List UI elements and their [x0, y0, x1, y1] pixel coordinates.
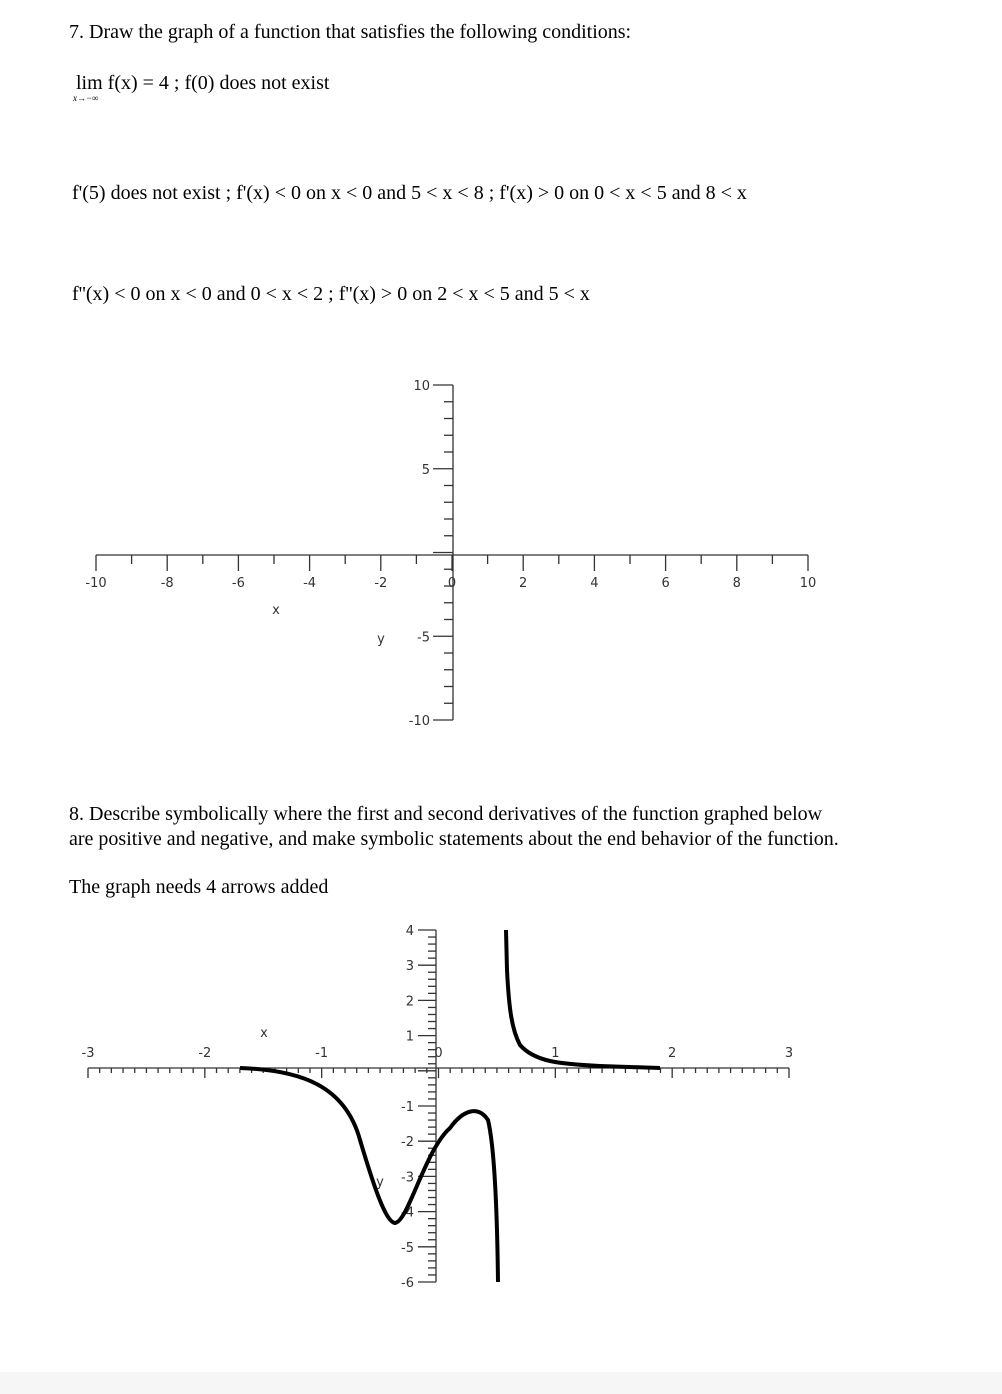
- q8-x-tick-label: 3: [784, 1046, 794, 1061]
- q7-limit-condition: lim f(x) = 4 ; f(0) does not exist: [76, 72, 330, 94]
- q7-y-tick-label: -5: [417, 630, 430, 646]
- q8-y-tick-label: -1: [401, 1100, 414, 1115]
- q8-x-tick-label: 2: [668, 1046, 677, 1061]
- q7-x-tick-label: -6: [231, 576, 245, 591]
- q8-prompt-line1: 8. Describe symbolically where the first and second derivatives of the function graphed below: [69, 803, 823, 825]
- q7-x-tick-label: 8: [732, 576, 741, 591]
- q8-curve-left-branch: [240, 1068, 498, 1282]
- q8-y-axis-label: y: [376, 1175, 384, 1190]
- q8-x-tick-label: -1: [315, 1046, 329, 1061]
- q8-x-tick-label: -3: [81, 1046, 95, 1061]
- q8-y-tick-label: 1: [405, 1029, 414, 1045]
- q7-x-tick-label: -4: [303, 576, 317, 591]
- q8-curve-right-branch: [506, 930, 660, 1068]
- q7-x-axis-label: x: [272, 603, 280, 618]
- q8-y-tick-label: 2: [405, 994, 414, 1010]
- q8-prompt-line2: are positive and negative, and make symbolic statements about the end behavior of the function.: [69, 828, 839, 850]
- q8-y-tick-label: -6: [401, 1276, 414, 1291]
- q8-x-tick-label: -2: [198, 1046, 212, 1061]
- q8-x-axis-label: x: [260, 1026, 268, 1041]
- q8-y-tick-label: 4: [405, 924, 414, 939]
- q7-x-tick-label: 6: [661, 576, 670, 591]
- q7-y-axis-label: y: [377, 632, 385, 647]
- q8-y-tick-label: -3: [401, 1170, 414, 1186]
- q7-y-tick-label: 10: [413, 379, 430, 394]
- q8-y-tick-label: -2: [401, 1135, 414, 1151]
- q8-y-tick-label: -5: [401, 1240, 414, 1256]
- q7-x-tick-label: 10: [799, 576, 817, 591]
- q8-x-tick-label: 0: [434, 1046, 443, 1061]
- q7-y-tick-label: 5: [421, 462, 430, 478]
- page-footer-strip: [0, 1372, 1002, 1394]
- q7-x-tick-label: -2: [374, 576, 388, 591]
- q7-x-tick-label: -10: [85, 576, 107, 591]
- q7-limit-subscript: x→−∞: [73, 93, 99, 103]
- q7-prompt: 7. Draw the graph of a function that satisfies the following conditions:: [69, 21, 632, 43]
- q7-x-tick-label: 4: [590, 576, 599, 591]
- q8-y-tick-label: 3: [405, 959, 414, 975]
- q7-x-tick-label: -8: [160, 576, 174, 591]
- q7-x-tick-label: 2: [519, 576, 528, 591]
- q8-note: The graph needs 4 arrows added: [69, 876, 329, 898]
- q7-first-derivative-conditions: f'(5) does not exist ; f'(x) < 0 on x < 0 and 5 < x < 8 ; f'(x) > 0 on 0 < x < 5 and 8 < x: [72, 182, 747, 204]
- q7-second-derivative-conditions: f''(x) < 0 on x < 0 and 0 < x < 2 ; f''(x) > 0 on 2 < x < 5 and 5 < x: [72, 283, 590, 305]
- q7-x-tick-label: 0: [447, 576, 457, 591]
- q8-y-tick-label: -4: [401, 1205, 414, 1221]
- q8-x-tick-label: 1: [551, 1046, 560, 1061]
- q7-y-tick-label: -10: [408, 714, 430, 729]
